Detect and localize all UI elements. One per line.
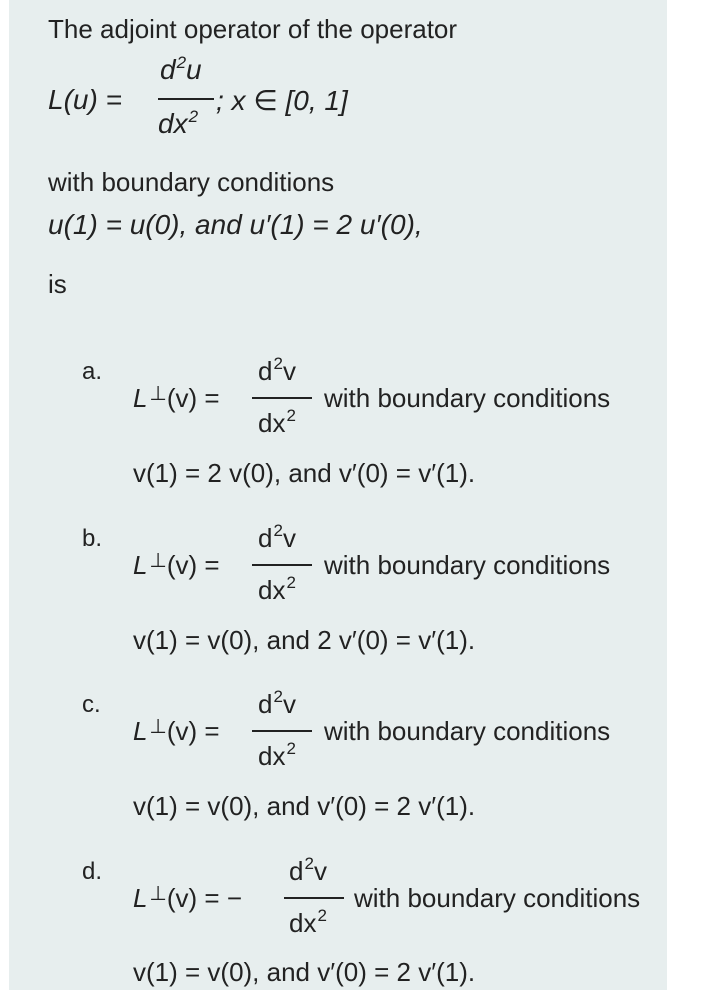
boundary-conditions-intro: with boundary conditions — [48, 167, 335, 197]
option-operator-lhs: L ⊥(v) = − — [133, 883, 243, 913]
option-numerator: $d^2v$ — [258, 354, 296, 386]
question-panel — [9, 0, 667, 990]
option-label[interactable]: b. — [82, 525, 103, 552]
option-numerator: $d^2v$ — [289, 854, 327, 886]
option-bc-text: with boundary conditions — [324, 716, 611, 746]
option-numerator: $d^2v$ — [258, 521, 296, 553]
operator-lhs: L(u) = — [48, 84, 122, 115]
option-denominator: $dx^2$ — [258, 406, 296, 438]
option-operator-lhs: L ⊥(v) = — [133, 716, 220, 746]
option-bc-text: with boundary conditions — [324, 383, 611, 413]
option-label[interactable]: d. — [82, 858, 103, 885]
question-intro: The adjoint operator of the operator — [48, 14, 458, 44]
option-label[interactable]: a. — [82, 358, 103, 385]
option-numerator: $d^2v$ — [258, 687, 296, 719]
option-bc-text: with boundary conditions — [354, 883, 641, 913]
operator-numerator: $d^2u$ — [160, 53, 202, 85]
option-fraction-bar — [252, 564, 312, 566]
option-fraction-bar — [252, 397, 312, 399]
option-bc: v(1) = 2 v(0), and v′(0) = v′(1). — [133, 458, 476, 488]
option-denominator: $dx^2$ — [258, 573, 296, 605]
question-is: is — [48, 269, 67, 299]
option-label[interactable]: c. — [82, 691, 101, 718]
operator-fraction-bar — [158, 98, 214, 100]
option-bc-text: with boundary conditions — [324, 550, 611, 580]
option-denominator: $dx^2$ — [289, 906, 327, 938]
option-bc: v(1) = v(0), and 2 v′(0) = v′(1). — [133, 625, 476, 655]
option-bc: v(1) = v(0), and v′(0) = 2 v′(1). — [133, 791, 476, 821]
option-bc: v(1) = v(0), and v′(0) = 2 v′(1). — [133, 957, 476, 987]
option-operator-lhs: L ⊥(v) = — [133, 383, 220, 413]
boundary-conditions: u(1) = u(0), and u′(1) = 2 u′(0), — [48, 209, 423, 240]
option-fraction-bar — [252, 730, 312, 732]
option-operator-lhs: L ⊥(v) = — [133, 550, 220, 580]
option-fraction-bar — [284, 897, 344, 899]
operator-domain: ; x ∈ [0, 1] — [216, 85, 348, 116]
option-denominator: $dx^2$ — [258, 739, 296, 771]
operator-denominator: $dx^2$ — [158, 107, 199, 139]
